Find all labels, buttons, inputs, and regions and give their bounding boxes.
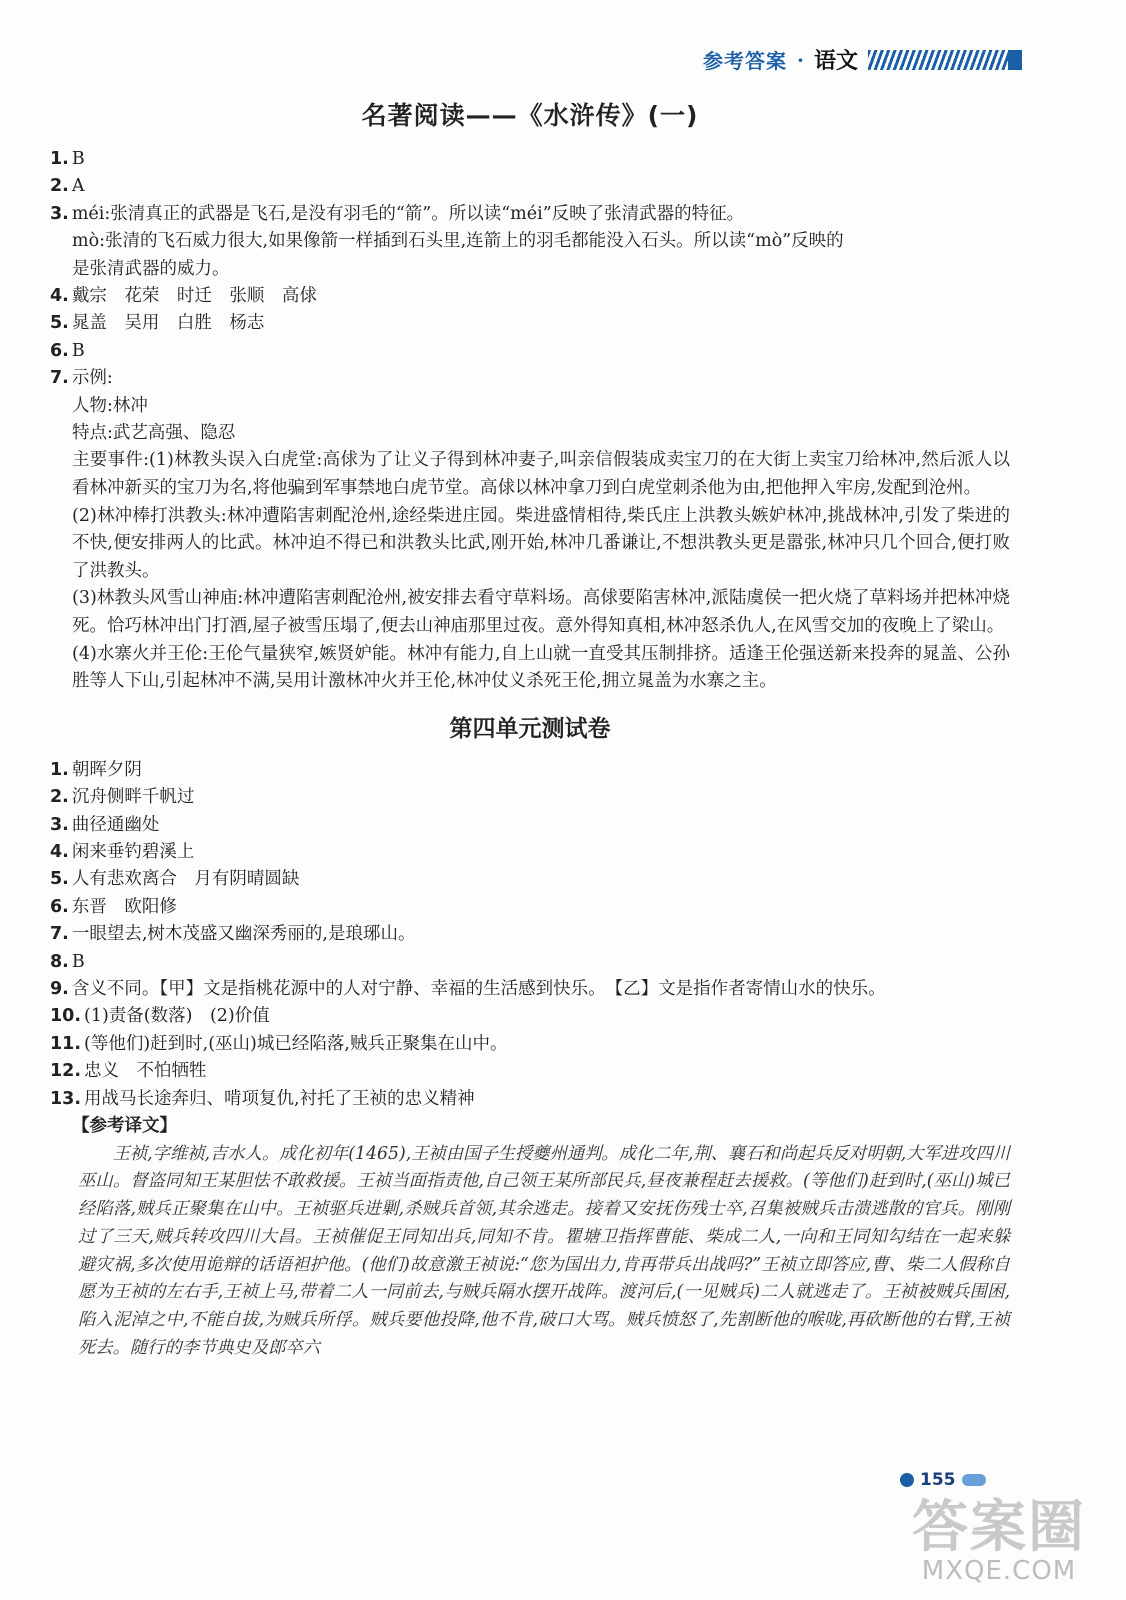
example-event: 主要事件:(1)林教头误入白虎堂:高俅为了让义子得到林冲妻子,叫亲信假装成卖宝刀的在大街上卖宝刀给林冲,然后派人以看林冲新买的宝刀为名,将他骗到军事禁地白虎节堂。高俅以林冲拿刀到白虎堂刺杀他为由,把他押入牢房,发配到沧州。 [72, 450, 1010, 499]
answer-text: 东晋 欧阳修 [71, 896, 177, 917]
answer-text: 用战马长途奔归、啃项复仇,衬托了王祯的忠义精神 [84, 1088, 475, 1109]
answer-text: (等他们)赶到时,(巫山)城已经陷落,贼兵正聚集在山中。 [84, 1033, 508, 1054]
answer-item [50, 894, 1010, 921]
answer-item [50, 1086, 1010, 1113]
translation-label: 【参考译文】 [72, 1116, 177, 1137]
answer-number: 5. [50, 313, 69, 334]
answer-item [50, 338, 1010, 365]
answer-number: 12. [50, 1061, 82, 1082]
header-subject: 语文 [813, 49, 858, 74]
answer-text: B [71, 340, 85, 361]
page-content [50, 96, 1010, 1363]
answer-text: B [71, 149, 85, 169]
answer-text: 示例: [71, 368, 113, 389]
answer-text: (1)责备(数落) (2)价值 [84, 1006, 270, 1027]
answer-text: 朝晖夕阴 [71, 759, 142, 780]
example-trait: 特点:武艺高强、隐忍 [72, 423, 236, 444]
answer-number: 2. [50, 787, 69, 808]
answer-text: 晁盖 吴用 白胜 杨志 [71, 313, 265, 334]
watermark [912, 1495, 1086, 1586]
example-person: 人物:林冲 [72, 395, 148, 416]
answer-item [50, 201, 1010, 228]
example-event: (4)水寨火并王伦:王伦气量狭窄,嫉贤妒能。林冲有能力,自上山就一直受其压制排挤。适逢王伦强送新来投奔的晁盖、公孙胜等人下山,引起林冲不满,吴用计激林冲火并王伦,林冲仗义杀死王伦,拥立晁盖为水寨之主。 [72, 643, 1010, 692]
answer-number: 9. [50, 979, 69, 1000]
answer-continuation: mò:张清的飞石威力很大,如果像箭一样插到石头里,连箭上的羽毛都能没入石头。所以读“mò”反映的 [72, 231, 844, 252]
answer-item [50, 1031, 1010, 1058]
answer-item [50, 949, 1010, 976]
answer-item [50, 976, 1010, 1003]
answer-item [50, 1058, 1010, 1085]
answer-number: 6. [50, 340, 69, 361]
answer-item [50, 784, 1010, 811]
page-number: 155 [920, 1470, 956, 1490]
answer-number: 6. [50, 896, 69, 917]
answer-item [50, 146, 1010, 173]
example-event: (3)林教头风雪山神庙:林冲遭陷害刺配沧州,被安排去看守草料场。高俅要陷害林冲,派陆虞侯一把火烧了草料场并把林冲烧死。恰巧林冲出门打酒,屋子被雪压塌了,便去山神庙那里过夜。意外得知真相,林冲怒杀仇人,在风雪交加的夜晚上了梁山。 [72, 588, 1010, 637]
answer-text: B [71, 951, 85, 972]
answer-item [50, 757, 1010, 784]
answer-text: 戴宗 花荣 时迁 张顺 高俅 [71, 286, 317, 307]
page-footer [900, 1470, 986, 1490]
answer-item [50, 839, 1010, 866]
answer-continuation: 是张清武器的威力。 [72, 258, 230, 279]
answer-text: 曲径通幽处 [71, 814, 160, 835]
answer-number: 1. [50, 759, 69, 780]
answer-text: 沉舟侧畔千帆过 [71, 787, 195, 808]
answer-number: 8. [50, 951, 69, 972]
answer-item [50, 812, 1010, 839]
answer-number: 7. [50, 368, 69, 389]
answer-number: 4. [50, 286, 69, 307]
footer-dot-decoration [900, 1473, 914, 1487]
answer-number: 2. [50, 176, 69, 197]
answer-text: 闲来垂钓碧溪上 [71, 842, 195, 863]
watermark-site: MXQE.COM [921, 1556, 1077, 1586]
answer-item [50, 173, 1010, 200]
answer-text: 一眼望去,树木茂盛又幽深秀丽的,是琅琊山。 [71, 924, 416, 945]
answer-item [50, 365, 1010, 392]
answer-number: 7. [50, 924, 69, 945]
answer-text: A [71, 176, 85, 197]
answer-number: 3. [50, 203, 69, 224]
answer-text: 人有悲欢离合 月有阴晴圆缺 [71, 869, 300, 890]
section-title-unit4-test: 第四单元测试卷 [449, 715, 611, 742]
answer-number: 3. [50, 814, 69, 835]
answer-item [50, 310, 1010, 337]
answer-item [50, 921, 1010, 948]
header-label: 参考答案 [703, 49, 788, 73]
answer-number: 1. [50, 149, 69, 169]
translation-text: 王祯,字维祯,吉水人。成化初年(1465),王祯由国子生授夔州通判。成化二年,荆、襄石和尚起兵反对明朝,大军进攻四川巫山。督盗同知王某胆怯不敢救援。王祯当面指责他,自己领王某所部民兵,昼夜兼程赶去援救。(等他们)赶到时,(巫山)城已经陷落,贼兵正聚集在山中。王祯驱兵进剿,杀贼兵首领,其余逃走。接着又安抚伤残士卒,召集被贼兵击溃逃散的官兵。刚刚过了三天,贼兵转攻四川大昌。王祯催促王同知出兵,同知不肯。瞿塘卫指挥曹能、柴成二人,一向和王同知勾结在一起来躲避灾祸,多次使用诡辩的话语袒护他。(他们)故意激王祯说:“您为国出力,肯再带兵出战吗?”王祯立即答应,曹、柴二人假称自愿为王祯的左右手,王祯上马,带着二人一同前去,与贼兵隔水摆开战阵。渡河后,(一见贼兵)二人就逃走了。王祯被贼兵围困,陷入泥淖之中,不能自拔,为贼兵所俘。贼兵要他投降,他不肯,破口大骂。贼兵愤怒了,先割断他的喉咙,再砍断他的右臂,王祯死去。随行的李节典史及郎卒六 [78, 1143, 1010, 1359]
answer-number: 10. [50, 1006, 82, 1027]
answer-item [50, 866, 1010, 893]
page-header [703, 44, 1008, 75]
example-event: (2)林冲棒打洪教头:林冲遭陷害刺配沧州,途经柴进庄园。柴进盛情相待,柴氏庄上洪教头嫉妒林冲,挑战林冲,引发了柴进的不快,便安排两人的比武。林冲迫不得已和洪教头比武,刚开始,林冲几番谦让,不想洪教头更是嚣张,林冲只几个回合,便打败了洪教头。 [72, 505, 1010, 581]
translation-heading [50, 1113, 1010, 1140]
answer-item [50, 283, 1010, 310]
answer-text: 含义不同。【甲】文是指桃花源中的人对宁静、幸福的生活感到快乐。 【乙】文是指作者寄情山水的快乐。 [71, 979, 886, 1000]
answer-number: 4. [50, 842, 69, 863]
answer-number: 11. [50, 1033, 82, 1054]
answer-text: méi:张清真正的武器是飞石,是没有羽毛的“箭”。所以读“méi”反映了张清武器的特征。 [71, 203, 745, 224]
footer-pill-decoration [962, 1474, 986, 1486]
header-separator: · [797, 47, 804, 72]
answer-number: 13. [50, 1088, 82, 1109]
watermark-logo: 答案圈 [912, 1495, 1086, 1560]
section-title-shuihu: 名著阅读——《水浒传》(一) [361, 101, 699, 130]
answer-text: 忠义 不怕牺牲 [84, 1061, 207, 1082]
answer-number: 5. [50, 869, 69, 890]
header-stripe-decoration [868, 50, 1008, 70]
answer-item [50, 1003, 1010, 1030]
